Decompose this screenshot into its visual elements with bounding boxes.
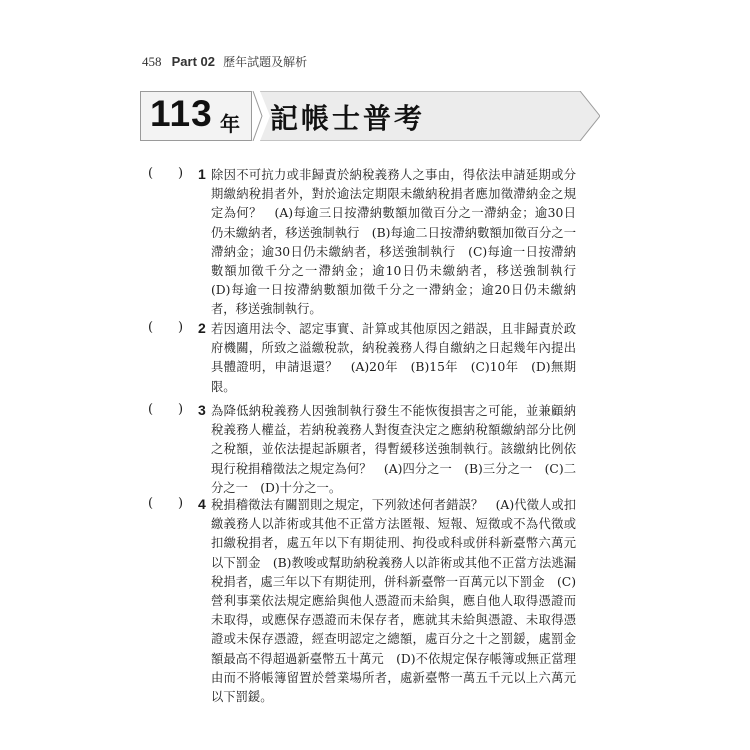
exam-year-unit: 年 [220, 112, 240, 136]
answer-blank-open: ( [148, 320, 154, 335]
question-number: 2 [198, 320, 206, 336]
question-text: 若因適用法令、認定事實、計算或其他原因之錯誤，且非歸責於政府機關，所致之溢繳稅款，納稅義務人得自繳納之日起幾年內提出具體證明，申請退還？ (A)20年 (B)15年 (C)10年 (D)無期限。 [211, 322, 576, 394]
question-text: 為降低納稅義務人因強制執行發生不能恢復損害之可能，並兼顧納稅義務人權益，若納稅義務人對復查決定之應納稅額繳納部分比例之稅額，並依法提起訴願者，得暫緩移送強制執行。該繳納比例依現行稅捐稽徵法之規定為何？ (A)四分之一 (B)三分之一 (C)二分之一 (D)十分之一。 [211, 404, 576, 495]
running-head [142, 53, 307, 70]
exam-title: 記帳士普考 [270, 102, 426, 135]
exam-year: 113 [150, 93, 213, 134]
part-label: Part 02 [171, 54, 216, 69]
answer-blank-open: ( [148, 166, 154, 181]
page-number: 458 [142, 54, 162, 69]
section-label: 歷年試題及解析 [223, 55, 308, 69]
question-number: 3 [198, 402, 206, 418]
answer-blank-close: ) [178, 320, 184, 335]
answer-blank-open: ( [148, 496, 154, 511]
question-number: 1 [198, 166, 206, 182]
exam-banner [140, 91, 600, 141]
question-text: 稅捐稽徵法有關罰則之規定，下列敘述何者錯誤？ (A)代徵人或扣繳義務人以詐術或其他不正當方法匿報、短報、短徵或不為代徵或扣繳稅捐者，處五年以下有期徒刑、拘役或科或併科新臺幣六萬元以下罰金 (B)教唆或幫助納稅義務人以詐術或其他不正當方法逃漏稅捐者，處三年以下有期徒刑，併科新臺幣一百萬元以下罰金 (C)營利事業依法規定應給與他人憑證而未給與，應自他人取得憑證而未取得，或應保存憑證而未保存者，應就其未給與憑證、未取得憑證或未保存憑證，經查明認定之總額，處百分之十之罰鍰，處罰金額最高不得超過新臺幣五十萬元 (D)不依規定保存帳簿或無正當理由而不將帳簿留置於營業場所者，處新臺幣一萬五千元以上六萬元以下罰鍰。 [211, 498, 576, 705]
question-number: 4 [198, 496, 206, 512]
answer-blank-close: ) [178, 496, 184, 511]
question-text: 除因不可抗力或非歸責於納稅義務人之事由，得依法申請延期或分期繳納稅捐者外，對於逾法定期限未繳納稅捐者應加徵滯納金之規定為何？ (A)每逾三日按滯納數額加徵百分之一滯納金；逾30日仍未繳納者，移送強制執行 (B)每逾二日按滯納數額加徵百分之一滯納金；逾30日仍未繳納者，移送強制執行 (C)每逾一日按滯納數額加徵千分之一滯納金；逾10日仍未繳納者，移送強制執行 (D)每逾一日按滯納數額加徵千分之一滯納金；逾20日仍未繳納者，移送強制執行。 [211, 168, 589, 317]
answer-blank-open: ( [148, 402, 154, 417]
answer-blank-close: ) [178, 402, 184, 417]
answer-blank-close: ) [178, 166, 184, 181]
